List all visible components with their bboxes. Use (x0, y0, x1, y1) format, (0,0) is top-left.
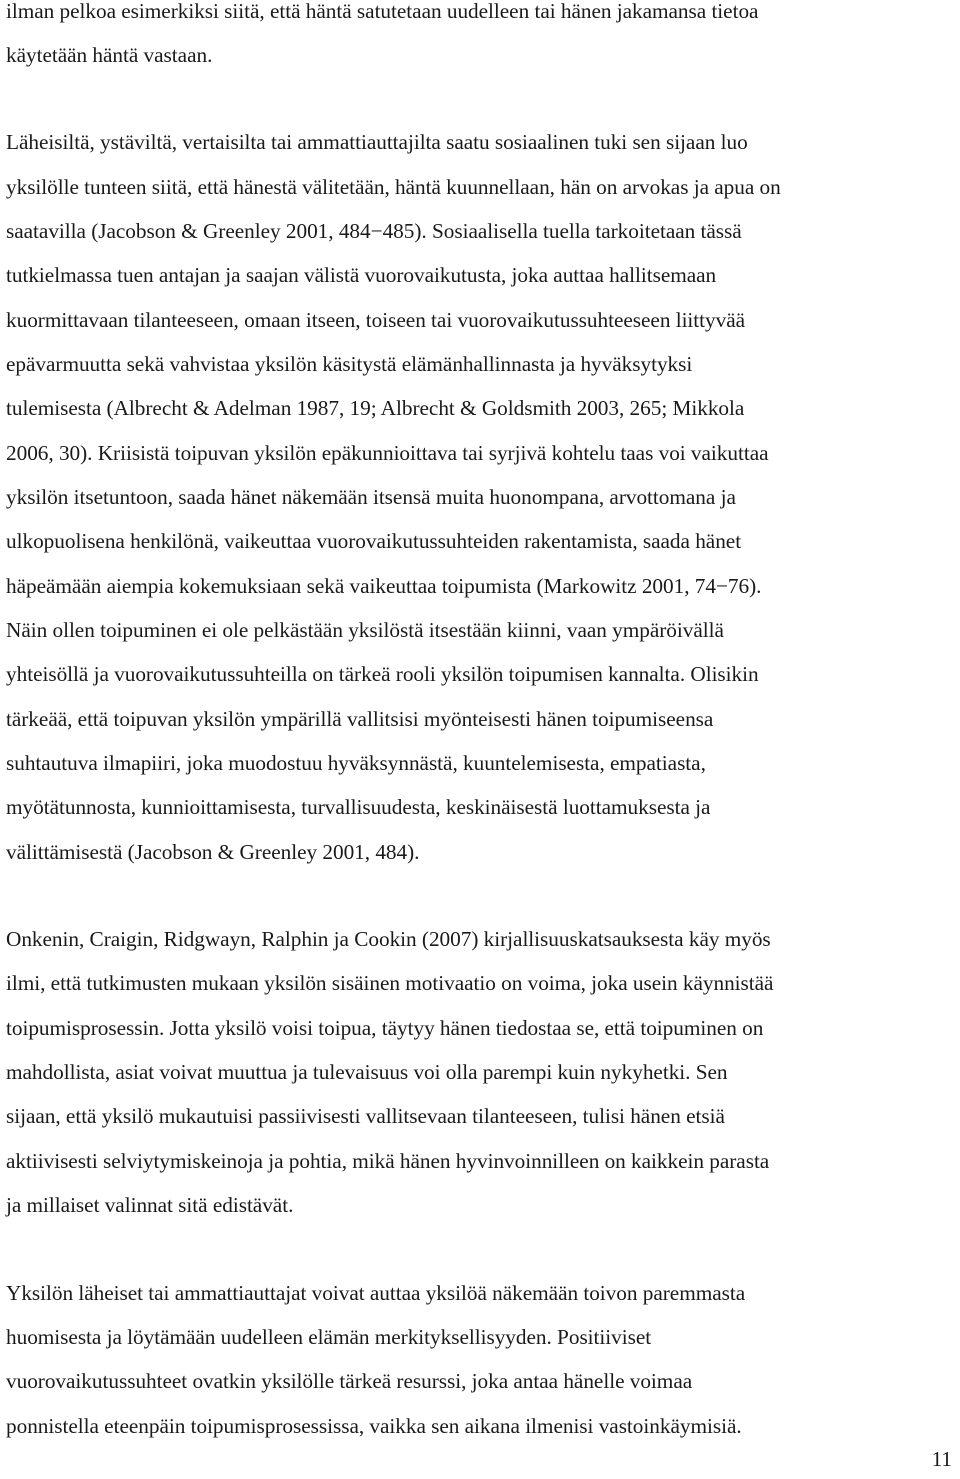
text-line: tutkielmassa tuen antajan ja saajan välistä vuorovaikutusta, joka auttaa hallitsemaan (6, 263, 717, 287)
page-number: 11 (931, 1447, 952, 1471)
text-line: kuormittavaan tilanteeseen, omaan itseen, toiseen tai vuorovaikutussuhteeseen liittyvää (6, 308, 746, 332)
text-line: 2006, 30). Kriisistä toipuvan yksilön epäkunnioittava tai syrjivä kohtelu taas voi vaikuttaa (6, 441, 769, 465)
text-line: ilman pelkoa esimerkiksi siitä, että häntä satutetaan uudelleen tai hänen jakamansa tietoa (6, 0, 759, 23)
text-line: yksilölle tunteen siitä, että hänestä välitetään, häntä kuunnellaan, hän on arvokas ja apua on (6, 175, 781, 199)
text-line: käytetään häntä vastaan. (6, 43, 213, 67)
text-line: tulemisesta (Albrecht & Adelman 1987, 19; Albrecht & Goldsmith 2003, 265; Mikkola (6, 396, 745, 420)
text-line: vuorovaikutussuhteet ovatkin yksilölle tärkeä resurssi, joka antaa hänelle voimaa (6, 1369, 693, 1393)
text-line: häpeämään aiempia kokemuksiaan sekä vaikeuttaa toipumista (Markowitz 2001, 74−76). (6, 574, 762, 598)
text-line: ponnistella eteenpäin toipumisprosessissa, vaikka sen aikana ilmenisi vastoinkäymisiä. (6, 1414, 742, 1438)
text-line: suhtautuva ilmapiiri, joka muodostuu hyväksynnästä, kuuntelemisesta, empatiasta, (6, 751, 706, 775)
text-line: Onkenin, Craigin, Ridgwayn, Ralphin ja Cookin (2007) kirjallisuuskatsauksesta käy myös (6, 927, 771, 951)
text-line: mahdollista, asiat voivat muuttua ja tulevaisuus voi olla parempi kuin nykyhetki. Sen (6, 1060, 728, 1084)
text-line: saatavilla (Jacobson & Greenley 2001, 484−485). Sosiaalisella tuella tarkoitetaan tässä (6, 219, 742, 243)
text-line: huomisesta ja löytämään uudelleen elämän merkityksellisyyden. Positiiviset (6, 1325, 652, 1349)
text-line: toipumisprosessin. Jotta yksilö voisi toipua, täytyy hänen tiedostaa se, että toipuminen on (6, 1016, 764, 1040)
text-line: sijaan, että yksilö mukautuisi passiivisesti vallitsevaan tilanteeseen, tulisi hänen etsiä (6, 1104, 725, 1128)
text-line: aktiivisesti selviytymiskeinoja ja pohtia, mikä hänen hyvinvoinnilleen on kaikkein parasta (6, 1149, 770, 1173)
text-line: Läheisiltä, ystäviltä, vertaisilta tai ammattiauttajilta saatu sosiaalinen tuki sen sijaan luo (6, 130, 748, 154)
text-line: Näin ollen toipuminen ei ole pelkästään yksilöstä itsestään kiinni, vaan ympäröivällä (6, 618, 724, 642)
text-line: myötätunnosta, kunnioittamisesta, turvallisuudesta, keskinäisestä luottamuksesta ja (6, 795, 711, 819)
text-line: välittämisestä (Jacobson & Greenley 2001, 484). (6, 840, 420, 864)
text-line: epävarmuutta sekä vahvistaa yksilön käsitystä elämänhallinnasta ja hyväksytyksi (6, 352, 693, 376)
text-line: ulkopuolisena henkilönä, vaikeuttaa vuorovaikutussuhteiden rakentamista, saada hänet (6, 529, 742, 553)
text-line: tärkeää, että toipuvan yksilön ympärillä vallitsisi myönteisesti hänen toipumiseensa (6, 707, 714, 731)
text-line: ilmi, että tutkimusten mukaan yksilön sisäinen motivaatio on voima, joka usein käynnistää (6, 971, 774, 995)
text-line: yhteisöllä ja vuorovaikutussuhteilla on tärkeä rooli yksilön toipumisen kannalta. Olisikin (6, 662, 759, 686)
text-line: yksilön itsetuntoon, saada hänet näkemään itsensä muita huonompana, arvottomana ja (6, 485, 736, 509)
text-line: ja millaiset valinnat sitä edistävät. (6, 1193, 294, 1217)
text-line: Yksilön läheiset tai ammattiauttajat voivat auttaa yksilöä näkemään toivon paremmasta (6, 1281, 746, 1305)
